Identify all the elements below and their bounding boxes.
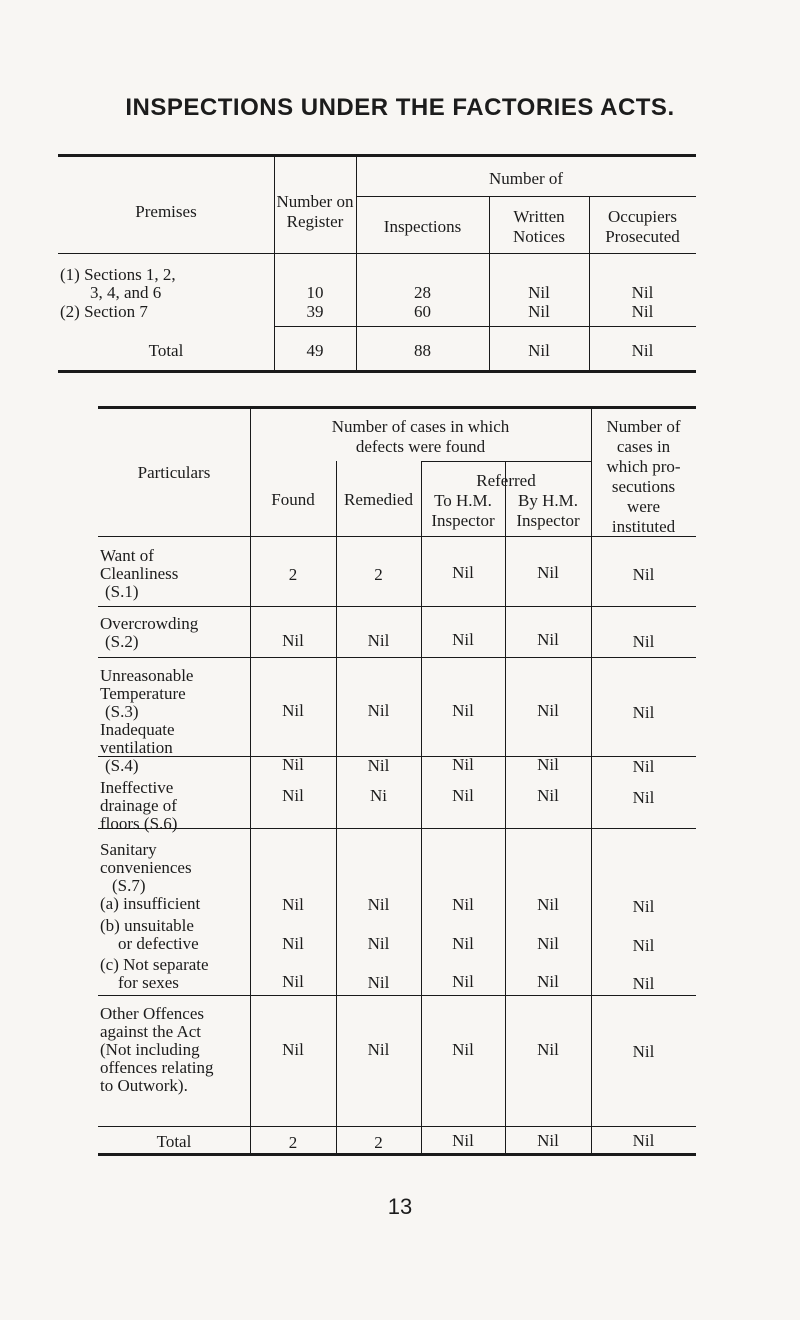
row-label: (S.3): [105, 702, 139, 721]
row-label: (S.7): [112, 876, 146, 895]
row-label: (S.2): [105, 632, 139, 651]
by-hm-total: Nil: [537, 1131, 559, 1150]
prosecuted-header-line2: Prosecuted: [605, 227, 680, 246]
row-label: Overcrowding: [100, 614, 199, 633]
prosecutions-cell: Nil: [632, 788, 655, 807]
row-label: floors (S.6): [100, 814, 178, 833]
to-hm-header-line1: To H.M.: [434, 491, 492, 510]
row-label: Ineffective: [100, 778, 174, 797]
prosecutions-header-line4: secutions: [611, 477, 676, 496]
row-label: Inadequate: [100, 720, 175, 739]
prosecutions-cell: Nil: [632, 1042, 655, 1061]
prosecutions-header-line1: Number of: [606, 417, 681, 436]
row-label: (b) unsuitable: [100, 916, 194, 935]
prosecutions-total: Nil: [632, 1131, 655, 1150]
row-label: (a) insufficient: [100, 894, 201, 913]
found-cell: Nil: [282, 972, 304, 991]
remedied-cell: Nil: [367, 701, 390, 720]
row-label: (2) Section 7: [60, 302, 148, 321]
to-hm-cell: Nil: [452, 895, 474, 914]
notices-cell: Nil: [528, 283, 550, 302]
table1-bottom-rule: [58, 370, 696, 373]
defects-header-line1: Number of cases in which: [331, 417, 510, 436]
referred-rule: [421, 461, 591, 462]
found-cell: 2: [288, 565, 298, 584]
remedied-total: 2: [374, 1133, 383, 1152]
notices-cell: Nil: [528, 302, 550, 321]
row-label: 3, 4, and 6: [90, 283, 162, 302]
remedied-cell: Nil: [367, 973, 390, 992]
row-rule: [98, 1126, 696, 1127]
to-hm-cell: Nil: [452, 934, 474, 953]
found-cell: Nil: [282, 755, 304, 774]
row-rule: [98, 828, 696, 829]
remedied-cell: Nil: [367, 895, 390, 914]
to-hm-total: Nil: [452, 1131, 474, 1150]
by-hm-cell: Nil: [537, 630, 559, 649]
table1-header-rule: [58, 253, 696, 254]
by-hm-cell: Nil: [537, 1040, 559, 1059]
remedied-cell: Nil: [367, 1040, 390, 1059]
inspections-cell: 28: [414, 283, 431, 302]
prosecutions-cell: Nil: [632, 757, 655, 776]
register-cell: 39: [306, 302, 324, 321]
referred-header: Referred: [476, 471, 536, 490]
total-label: Total: [156, 1132, 192, 1151]
by-hm-cell: Nil: [537, 786, 559, 805]
to-hm-cell: Nil: [452, 563, 474, 582]
table2-top-rule: [98, 406, 696, 409]
table2-bottom-rule: [98, 1153, 696, 1156]
remedied-cell: Nil: [367, 631, 390, 650]
by-hm-header-line1: By H.M.: [518, 491, 578, 510]
prosecutions-cell: Nil: [632, 897, 655, 916]
prosecutions-header-line5: were: [626, 497, 661, 516]
by-hm-cell: Nil: [537, 701, 559, 720]
row-rule: [98, 606, 696, 607]
row-label: Temperature: [100, 684, 186, 703]
row-label: offences relating: [100, 1058, 214, 1077]
row-label: against the Act: [100, 1022, 202, 1041]
prosecutions-header-line6: instituted: [611, 517, 676, 536]
row-label: Other Offences: [100, 1004, 205, 1023]
prosecuted-cell: Nil: [631, 302, 654, 321]
by-hm-cell: Nil: [537, 755, 559, 774]
by-hm-header-line2: Inspector: [516, 511, 580, 530]
table1-top-rule: [58, 154, 696, 157]
found-cell: Nil: [282, 786, 304, 805]
prosecutions-header-line3: which pro-: [606, 457, 681, 476]
row-label: (1) Sections 1, 2,: [60, 265, 176, 284]
found-cell: Nil: [282, 701, 304, 720]
prosecuted-cell: Nil: [631, 283, 654, 302]
prosecuted-total: Nil: [631, 341, 654, 360]
row-label: drainage of: [100, 796, 177, 815]
row-label: Unreasonable: [100, 666, 194, 685]
to-hm-cell: Nil: [452, 972, 474, 991]
to-hm-cell: Nil: [452, 786, 474, 805]
row-label: (Not including: [100, 1040, 200, 1059]
row-label: or defective: [118, 934, 199, 953]
found-total: 2: [288, 1133, 298, 1152]
table1-total-rule: [274, 326, 696, 327]
notices-header-line1: Written: [513, 207, 565, 226]
notices-total: Nil: [528, 341, 550, 360]
page-number: 13: [387, 1194, 413, 1219]
inspections-total: 88: [414, 341, 431, 360]
to-hm-cell: Nil: [452, 630, 474, 649]
row-label: Cleanliness: [100, 564, 179, 583]
prosecutions-cell: Nil: [632, 565, 655, 584]
inspections-header: Inspections: [383, 217, 462, 236]
remedied-cell: 2: [374, 565, 383, 584]
row-label: (c) Not separate: [100, 955, 209, 974]
table1-col-rule: [274, 154, 275, 372]
row-label: Want of: [100, 546, 154, 565]
row-rule: [98, 995, 696, 996]
by-hm-cell: Nil: [537, 895, 559, 914]
to-hm-header-line2: Inspector: [431, 511, 495, 530]
to-hm-cell: Nil: [452, 701, 474, 720]
notices-header-line2: Notices: [513, 227, 565, 246]
particulars-header: Particulars: [137, 463, 211, 482]
row-label: ventilation: [100, 738, 173, 757]
remedied-header: Remedied: [344, 490, 413, 509]
found-cell: Nil: [282, 631, 304, 650]
row-label: to Outwork).: [100, 1076, 188, 1095]
to-hm-cell: Nil: [452, 1040, 474, 1059]
defects-header-line2: defects were found: [355, 437, 486, 456]
page-title: INSPECTIONS UNDER THE FACTORIES ACTS.: [125, 94, 675, 121]
row-rule: [98, 657, 696, 658]
row-label: (S.4): [105, 756, 139, 775]
table1-subheader-rule: [356, 196, 696, 197]
prosecutions-cell: Nil: [632, 632, 655, 651]
by-hm-cell: Nil: [537, 972, 559, 991]
to-hm-cell: Nil: [452, 755, 474, 774]
row-label: Sanitary: [100, 840, 157, 859]
prosecutions-cell: Nil: [632, 936, 655, 955]
register-header-line2: Register: [286, 212, 344, 231]
found-cell: Nil: [282, 895, 304, 914]
found-header: Found: [271, 490, 315, 509]
prosecutions-header-line2: cases in: [616, 437, 671, 456]
remedied-cell: Nil: [367, 934, 390, 953]
premises-header: Premises: [135, 202, 197, 221]
found-cell: Nil: [282, 1040, 304, 1059]
register-header-line1: Number on: [276, 192, 354, 211]
inspections-cell: 60: [414, 302, 431, 321]
number-of-header: Number of: [488, 169, 564, 188]
row-label: conveniences: [100, 858, 192, 877]
remedied-cell: Ni: [370, 786, 387, 805]
total-label: Total: [148, 341, 184, 360]
by-hm-cell: Nil: [537, 563, 559, 582]
prosecutions-cell: Nil: [632, 974, 655, 993]
row-label: (S.1): [105, 582, 139, 601]
prosecuted-header-line1: Occupiers: [608, 207, 677, 226]
register-total: 49: [306, 341, 324, 360]
found-cell: Nil: [282, 934, 304, 953]
prosecutions-cell: Nil: [632, 703, 655, 722]
row-label: for sexes: [118, 973, 179, 992]
register-cell: 10: [306, 283, 324, 302]
by-hm-cell: Nil: [537, 934, 559, 953]
remedied-cell: Nil: [367, 756, 390, 775]
